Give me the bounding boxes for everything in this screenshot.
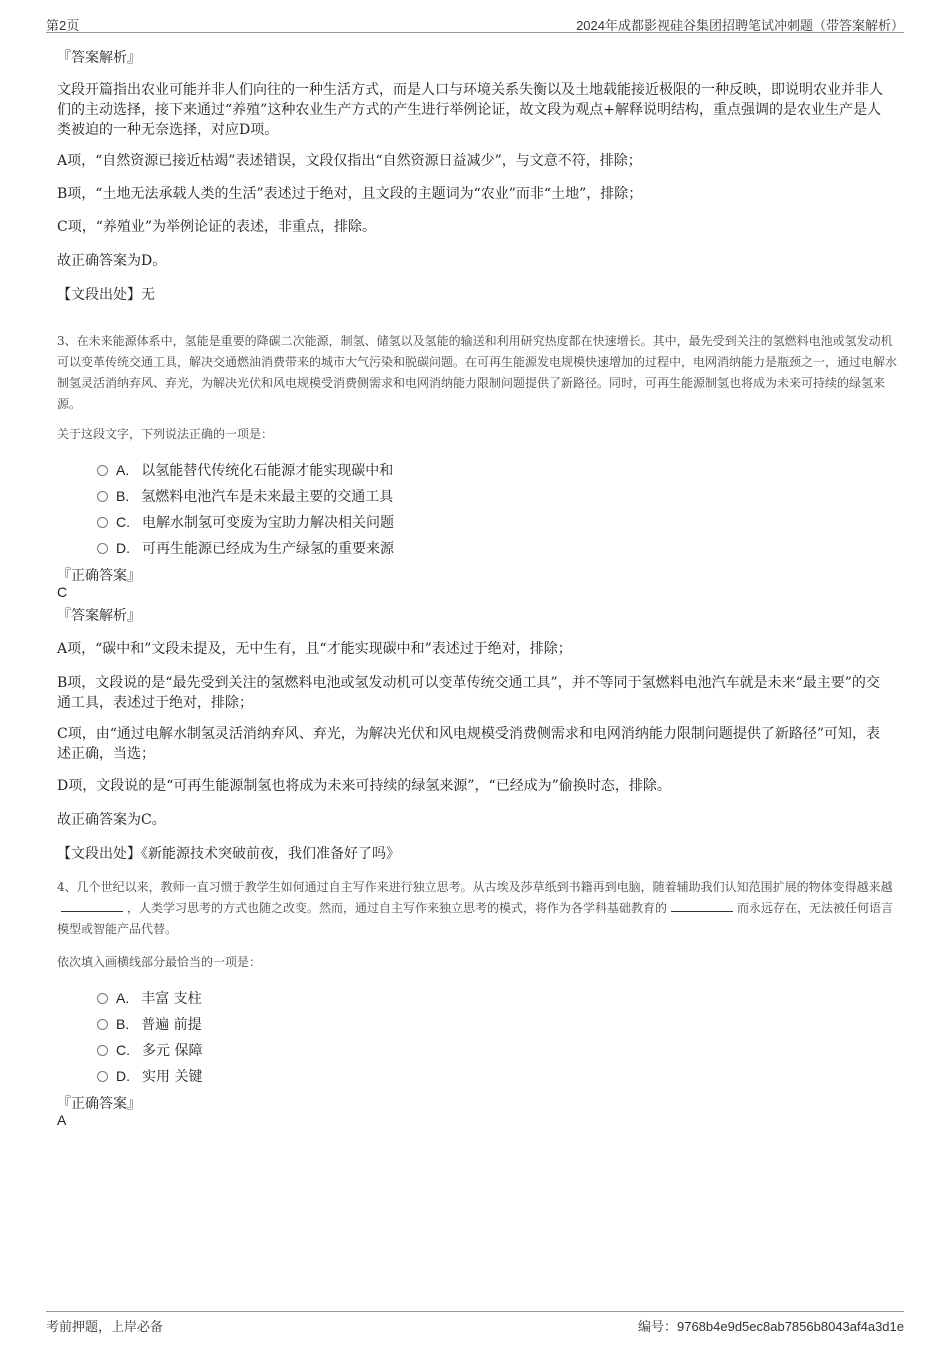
analysis-option-d: D项，文段说的是“可再生能源制氢也将成为未来可持续的绿氢来源”，“已经成为”偷换时态，排除。	[57, 778, 671, 794]
correct-answer: C	[57, 584, 68, 600]
correct-answer-label: 『正确答案』	[57, 568, 141, 584]
page-number: 第2页	[46, 18, 80, 33]
radio-icon[interactable]	[97, 491, 108, 502]
analysis-option-b: B项，“土地无法承载人类的生活”表述过于绝对，且文段的主题词为“农业”而非“土地”，排除；	[57, 186, 643, 202]
passage-source: 【文段出处】无	[57, 287, 155, 303]
document-title: 2024年成都影视硅谷集团招聘笔试冲刺题（带答案解析）	[576, 18, 904, 33]
question-3-option-d[interactable]: D. 可再生能源已经成为生产绿氢的重要来源	[97, 538, 394, 559]
question-4-stem: 4、几个世纪以来，教师一直习惯于教学生如何通过自主写作来进行独立思考。从古埃及莎草纸到书籍再到电脑，随着辅助我们认知范围扩展的物体变得越来越，人类学习思考的方式也随之改变。然而，通过自主写作来独立思考的模式，将作为各学科基础教育的 而永远存在，无法被任何语言模型或智能产品代替。	[57, 880, 894, 936]
question-4-option-c[interactable]: C. 多元 保障	[97, 1040, 202, 1061]
question-4-option-a[interactable]: A. 丰富 支柱	[97, 988, 202, 1009]
analysis-conclusion: 故正确答案为C。	[57, 812, 166, 828]
radio-icon[interactable]	[97, 1019, 108, 1030]
footer-slogan: 考前押题，上岸必备	[46, 1319, 164, 1334]
analysis-label: 『答案解析』	[57, 50, 141, 66]
radio-icon[interactable]	[97, 465, 108, 476]
radio-icon[interactable]	[97, 517, 108, 528]
radio-icon[interactable]	[97, 1071, 108, 1082]
fill-blank-2	[671, 899, 733, 912]
question-4-option-d[interactable]: D. 实用 关键	[97, 1066, 202, 1087]
page-footer	[46, 1311, 904, 1334]
analysis-option-a: A项，“碳中和”文段未提及，无中生有，且“才能实现碳中和”表述过于绝对，排除；	[57, 641, 572, 657]
correct-answer: A	[57, 1112, 67, 1128]
radio-icon[interactable]	[97, 993, 108, 1004]
question-4-prompt: 依次填入画横线部分最恰当的一项是：	[57, 955, 262, 969]
analysis-intro: 文段开篇指出农业可能并非人们向往的一种生活方式，而是人口与环境关系失衡以及土地载能接近极限的一种反映，即说明农业并非人们的主动选择，接下来通过“养殖”这种农业生产方式的产生进行举例论证，故文段为观点+解释说明结构，重点强调的是农业生产是人类被迫的一种无奈选择，对应D项。	[57, 82, 883, 138]
analysis-option-c: C项，由“通过电解水制氢灵活消纳弃风、弃光，为解决光伏和风电规模受消费侧需求和电网消纳能力限制问题提供了新路径”可知，表述正确，当选；	[57, 726, 881, 762]
analysis-conclusion: 故正确答案为D。	[57, 253, 167, 269]
question-3-option-a[interactable]: A. 以氢能替代传统化石能源才能实现碳中和	[97, 460, 393, 481]
question-3-stem: 3、在未来能源体系中，氢能是重要的降碳二次能源，制氢、储氢以及氢能的输送和利用研究热度都在快速增长。其中，最先受到关注的氢燃料电池或氢发动机可以变革传统交通工具，解决交通燃油消费带来的城市大气污染和脱碳问题。在可再生能源发电规模快速增加的过程中，电网消纳能力是瓶颈之一，通过电解水制氢灵活消纳弃风、弃光，为解决光伏和风电规模受消费侧需求和电网消纳能力限制问题提供了新路径。同时，可再生能源制氢也将成为未来可持续的绿氢来源。	[57, 334, 898, 411]
question-3-option-c[interactable]: C. 电解水制氢可变废为宝助力解决相关问题	[97, 512, 394, 533]
question-3-option-b[interactable]: B. 氢燃料电池汽车是未来最主要的交通工具	[97, 486, 393, 507]
document-id: 编号：9768b4e9d5ec8ab7856b8043af4a3d1e	[637, 1319, 904, 1334]
correct-answer-label: 『正确答案』	[57, 1096, 141, 1112]
fill-blank-1	[61, 899, 123, 912]
question-3-prompt: 关于这段文字，下列说法正确的一项是：	[57, 427, 274, 441]
page-header	[46, 12, 904, 33]
analysis-label: 『答案解析』	[57, 608, 141, 624]
passage-source: 【文段出处】《新能源技术突破前夜，我们准备好了吗》	[57, 846, 400, 862]
question-4-option-b[interactable]: B. 普遍 前提	[97, 1014, 202, 1035]
radio-icon[interactable]	[97, 1045, 108, 1056]
analysis-option-b: B项，文段说的是“最先受到关注的氢燃料电池或氢发动机可以变革传统交通工具”，并不等同于氢燃料电池汽车就是未来“最主要”的交通工具，表述过于绝对，排除；	[57, 675, 880, 711]
radio-icon[interactable]	[97, 543, 108, 554]
analysis-option-a: A项，“自然资源已接近枯竭”表述错误，文段仅指出“自然资源日益减少”，与文意不符，排除；	[57, 153, 642, 169]
analysis-option-c: C项，“养殖业”为举例论证的表述，非重点，排除。	[57, 219, 377, 235]
